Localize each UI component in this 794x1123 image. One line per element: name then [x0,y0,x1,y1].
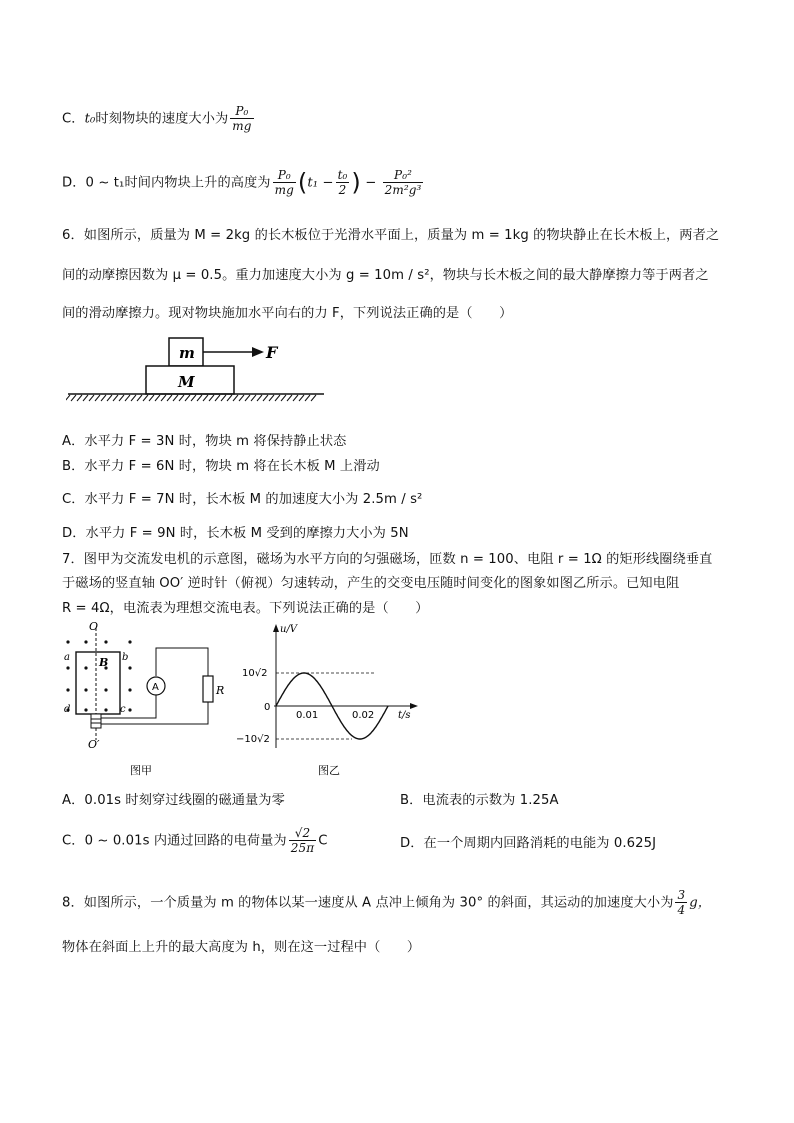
q7-option-d: D．在一个周期内回路消耗的电能为 0.625J [400,836,657,851]
q7-figure-jia [58,618,228,780]
field-dot [128,640,131,643]
field-dot [66,666,69,669]
q7-stem-line2: 于磁场的竖直轴 OO′ 逆时针（俯视）匀速转动，产生的交变电压随时间变化的图象如图乙所示。已知电阻 [62,576,680,591]
q6-stem-line1: 6．如图所示，质量为 M = 2kg 的长木板位于光滑水平面上，质量为 m = 1kg 的物块静止在长木板上，两者之 [62,228,720,243]
hatch-mark [101,395,106,401]
hatch-mark [113,395,118,401]
big-block-label: M [178,373,195,391]
y-axis-label: u/V [280,624,298,635]
hatch-mark [257,395,262,401]
force-label: F [266,343,278,362]
hatch-mark [245,395,250,401]
hatch-mark [221,395,226,401]
hatch-mark [161,395,166,401]
resistor-label: R [216,684,225,697]
field-label-b: B [99,656,109,669]
corner-d: d [64,704,71,715]
q7-stem-line1: 7．图甲为交流发电机的示意图，磁场为水平方向的匀强磁场，匝数 n = 100、电阻 r = 1Ω 的矩形线圈绕垂直 [62,552,713,567]
field-dot [104,688,107,691]
q7-figure-yi [236,618,426,780]
q8-stem-line2: 物体在斜面上上升的最大高度为 h，则在这一过程中（ ） [62,940,421,955]
hatch-mark [233,395,238,401]
q5-option-c: C．t₀时刻物块的速度大小为 $\frac{\text{P₀}}{mg}$ [62,104,252,133]
hatch-mark [95,395,100,401]
field-dot [84,640,87,643]
hatch-mark [311,395,316,401]
field-dot [66,688,69,691]
hatch-mark [275,395,280,401]
q6-option-c: C．水平力 F = 7N 时，长木板 M 的加速度大小为 2.5m / s² [62,492,423,507]
fraction: $\frac{\text{P₀}}{mg}$ [232,104,252,133]
field-dot [128,688,131,691]
hatch-mark [137,395,142,401]
fraction: $\frac{\text{t₀}}{2}$ [337,168,348,197]
coil [76,652,120,714]
hatch-mark [293,395,298,401]
hatch-mark [209,395,214,401]
axis-label-o-prime: O′ [88,738,100,751]
x-axis-label: t/s [398,710,411,721]
hatch-mark [155,395,160,401]
force-arrowhead [252,347,264,357]
q7-stem-line3: R = 4Ω，电流表为理想交流电表。下列说法正确的是（ ） [62,601,429,616]
hatch-mark [239,395,244,401]
hatch-mark [281,395,286,401]
fraction: $\frac{\text{P₀²}}{\text{2m²g³}}$ [384,168,422,197]
figure-caption-yi: 图乙 [318,764,340,777]
q6-stem-line2: 间的动摩擦因数为 μ = 0.5。重力加速度大小为 g = 10m / s²，物块与长木板之间的最大静摩擦力等于两者之 [62,268,709,283]
hatch-mark [173,395,178,401]
q6-stem-line3: 间的滑动摩擦力。现对物块施加水平向右的力 F，下列说法正确的是（ ） [62,306,513,321]
hatch-mark [269,395,274,401]
hatch-mark [71,395,76,401]
field-dot [84,708,87,711]
field-dot [84,688,87,691]
q5-option-d: D．0 ~ t₁时间内物块上升的高度为 $\frac{\text{P₀}}{mg}$ (t₁ − $\frac{\text{t₀}}{2}$ ) − $\frac{\text{P₀²}}{\text{2m²g³}}$ [62,168,422,197]
q8-stem-line1: 8．如图所示，一个质量为 m 的物体以某一速度从 A 点冲上倾角为 30° 的斜面，其运动的加速度大小为 $\frac{3}{4}$ g， [62,888,712,917]
hatch-mark [191,395,196,401]
hatch-mark [119,395,124,401]
corner-b: b [122,652,129,663]
field-dot [84,666,87,669]
q6-figure-blocks [66,334,326,414]
hatch-mark [66,395,70,401]
axis-label-o: O [89,620,99,633]
fraction: $\frac{√2}{25\pi}$ [290,826,315,855]
small-block-label: m [179,344,195,362]
hatch-mark [185,395,190,401]
q7-option-b: B．电流表的示数为 1.25A [400,793,559,808]
hatch-mark [203,395,208,401]
fraction: $\frac{\text{P₀}}{mg}$ [274,168,294,197]
y-min-label: −10√2 [236,734,270,745]
field-dot [104,708,107,711]
resistor [203,676,213,702]
fraction: $\frac{3}{4}$ [677,888,686,917]
hatch-mark [251,395,256,401]
hatch-mark [263,395,268,401]
q7-option-a: A．0.01s 时刻穿过线圈的磁通量为零 [62,793,285,808]
hatch-mark [227,395,232,401]
q6-option-a: A．水平力 F = 3N 时，物块 m 将保持静止状态 [62,434,347,449]
slip-rings [91,714,101,728]
hatch-mark [215,395,220,401]
tick-label-t2: 0.02 [352,710,375,721]
hatch-mark [89,395,94,401]
origin-label: 0 [264,702,271,713]
hatch-mark [107,395,112,401]
hatch-mark [131,395,136,401]
hatch-mark [299,395,304,401]
field-dot [66,640,69,643]
hatch-mark [197,395,202,401]
field-dot [128,666,131,669]
hatch-mark [125,395,130,401]
ammeter-label: A [152,682,159,693]
hatch-mark [149,395,154,401]
q6-option-b: B．水平力 F = 6N 时，物块 m 将在长木板 M 上滑动 [62,459,380,474]
field-dot [104,640,107,643]
hatch-mark [77,395,82,401]
q6-option-d: D．水平力 F = 9N 时，长木板 M 受到的摩擦力大小为 5N [62,526,409,541]
y-max-label: 10√2 [242,668,268,679]
hatch-mark [179,395,184,401]
ground-hatch [66,395,316,401]
hatch-mark [143,395,148,401]
hatch-mark [83,395,88,401]
corner-c: c [120,704,126,715]
figure-caption-jia: 图甲 [130,764,152,777]
corner-a: a [64,652,70,663]
hatch-mark [305,395,310,401]
field-dot [128,708,131,711]
tick-label-t1: 0.01 [296,710,319,721]
hatch-mark [167,395,172,401]
q7-option-c: C．0 ~ 0.01s 内通过回路的电荷量为 $\frac{√2}{25\pi}$ C [62,826,328,855]
hatch-mark [287,395,292,401]
